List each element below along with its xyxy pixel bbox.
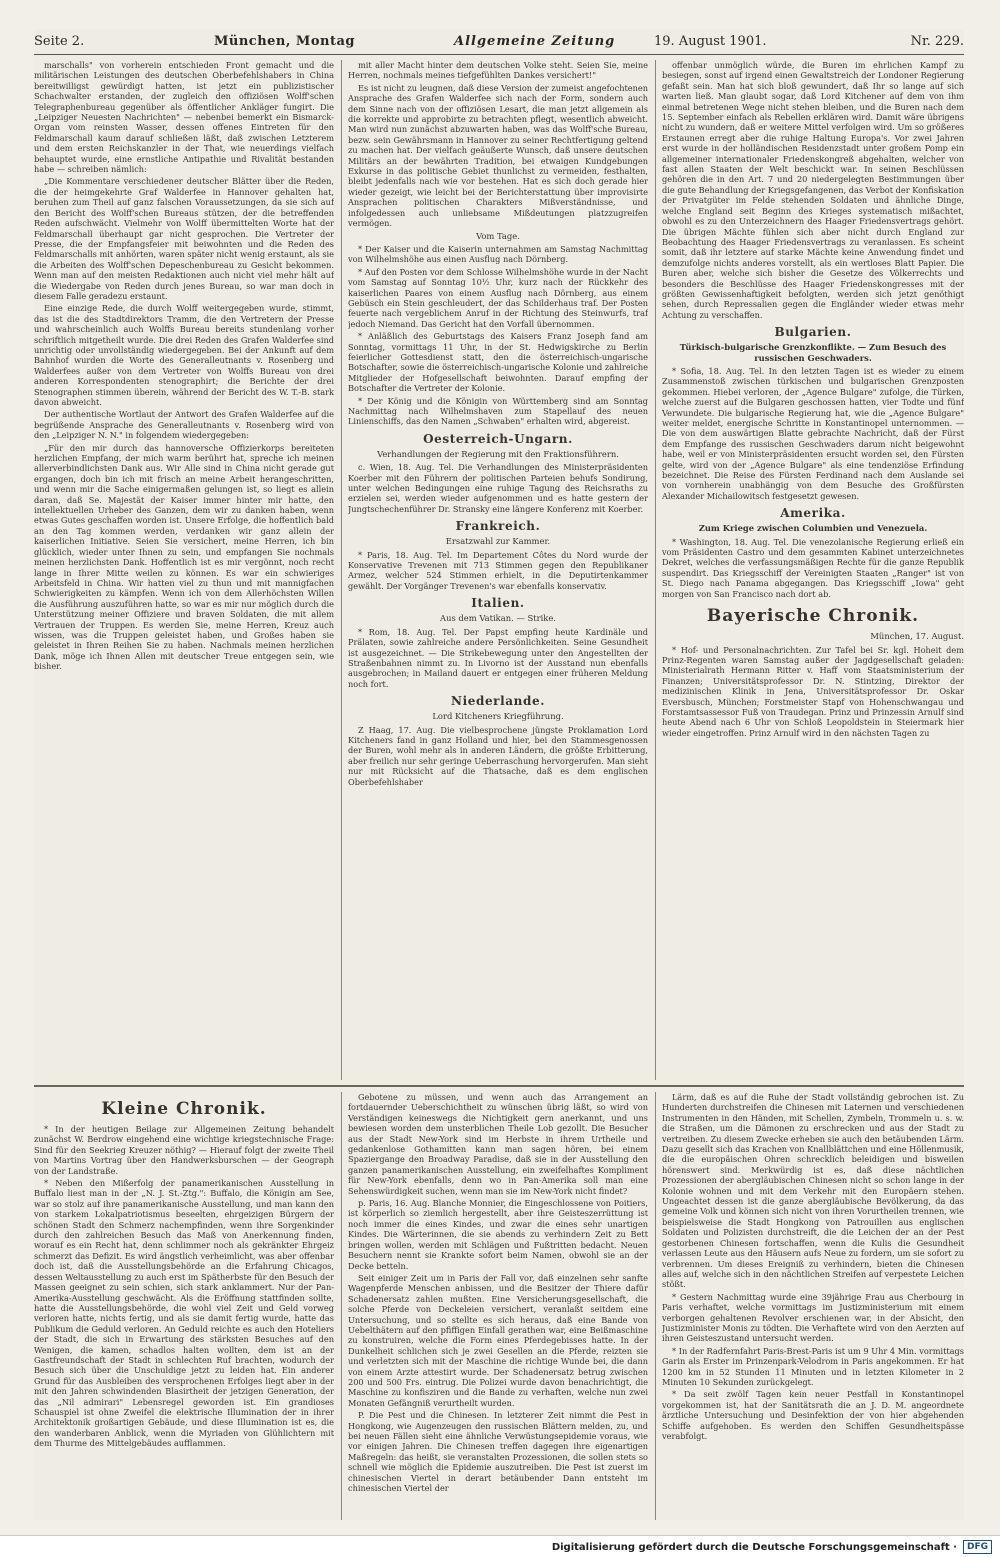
section-heading: Oesterreich-Ungarn. — [423, 431, 573, 446]
column-divider — [655, 1092, 656, 1520]
section-heading: Italien. — [471, 596, 525, 611]
dateline: München, 17. August. — [870, 631, 964, 642]
article-paragraph: * Rom, 18. Aug. Tel. Der Papst empfing heute Kardinäle und Prälaten, sowie zahlreiche andere Persönlichkeiten. Seine Gesundheit ist ausgezeichnet. — Die Strikebewegung unter den Angestellten der Straßenbahnen nimmt zu. In Livorno ist der Ausstand nun ebenfalls ausgebrochen; in Mailand dauert er entgegen einer früheren Meldung noch fort. — [348, 626, 648, 689]
article-paragraph: * Da seit zwölf Tagen kein neuer Pestfall in Konstantinopel vorgekommen ist, hat der Sanitätsrath die an J. D. M. angeordnete ärztliche Untersuchung und Desinfektion der von hier abgehenden Schiffe aufgehoben. Es werden den Schiffen Gesundheitspässe verabfolgt. — [662, 1389, 964, 1441]
section-rule — [34, 1085, 964, 1087]
article-paragraph: * Der Kaiser und die Kaiserin unternahmen am Samstag Nachmittag von Wilhelmshöhe aus einen Ausflug nach Dörnberg. — [348, 243, 648, 265]
article-paragraph: * Anläßlich des Geburtstags des Kaisers Franz Joseph fand am Sonntag, vormittags 11 Uhr, in der St. Hedwigskirche zu Berlin feierlicher Gottesdienst statt, den die österreichisch-ungarische Botschafter, sowie die österreichisch-ungarische Kolonie und zahlreiche Mitglieder der Hofgesellschaft beiwohnten. Darauf empfing der Botschafter die Vertreter der Kolonie. — [348, 331, 648, 394]
section-subheading: Vom Tage. — [476, 230, 520, 241]
issue-date: 19. August 1901. — [654, 33, 767, 49]
article-paragraph: * Auf den Posten vor dem Schlosse Wilhelmshöhe wurde in der Nacht vom Samstag auf Sonntag 10½ Uhr, kurz nach der Rückkehr des kaiserlichen Paares von einem Ausflug nach Dörnberg, aus einem Gebüsch ein Stein geschleudert, der das Schilderhaus traf. Der Posten feuerte nach vergeblichem Anruf in der Richtung des Steinwurfs, traf jedoch Niemand. Das Gericht hat den Vorfall übernommen. — [348, 266, 648, 329]
section-subheading: Türkisch-bulgarische Grenzkonflikte. — Zum Besuch des russischen Geschwaders. — [679, 342, 947, 363]
newspaper-page — [34, 30, 964, 1520]
masthead — [34, 30, 964, 52]
article-paragraph: marschalls" von vorherein entschieden Front gemacht und die militärischen Leistungen des deutschen Oberbefehlshabers in China bereitwilligst gewürdigt hatten, ist jetzt ein publizistischer Schachwalter erstanden, der zugleich den offiziösen Wolff'schen Telegraphenbureau gegenüber als öffentlicher Ankläger fungirt. Die „Leipziger Neuesten Nachrichten" — nebenbei bemerkt ein Bismarck-Organ vom reinsten Wasser, dessen offenes Eintreten für den Feldmarschall kaum darauf schließen läßt, daß zwischen Letzterem und dem ersten Reichskanzler in der That, wie neuerdings vielfach behauptet wurde, eine ernstliche Antipathie und Rivalität bestanden habe — schreiben nämlich: — [34, 60, 334, 175]
section-subheading: Zum Kriege zwischen Columbien und Venezuela. — [698, 523, 928, 534]
article-paragraph: c. Wien, 18. Aug. Tel. Die Verhandlungen des Ministerpräsidenten Koerber mit den Führern der politischen Parteien behufs Sondirung, unter welchen Bedingungen eine ruhige Tagung des Reichsraths zu erzielen sei, werden wieder aufgenommen und es hatte gestern der Jungtschechenführer Dr. Stransky eine längere Konferenz mit Koerber. — [348, 462, 648, 514]
upper-column-2 — [348, 60, 648, 1080]
article-paragraph: „Für den mir durch das hannoversche Offizierkorps bereiteten herzlichen Empfang, der mich warm berührt hat, spreche ich meinen allerverbindlichsten Dank aus. Wir Alle sind in China nicht gerade gut ergangen, doch bin ich mit frisch an meine Arbeit herangeschritten, und wenn mir die Sache einigermaßen gelungen ist, so liegt es allein daran, daß Se. Majestät der Kaiser immer hinter mir hatte, den intellektuellen Urheber des Ganzen, dem wir zu danken haben, wenn etwas Gutes geschaffen worden ist. Unsere Erfolge, die hoffentlich bald an den Tag kommen werden, verdanken wir ganz allein der kaiserlichen Initiative. Seien Sie versichert, meine Herren, ich bin glücklich, wieder unter Ihnen zu sein, und empfangen Sie nochmals meinen herzlichsten Dank. Hoffentlich ist es mir vergönnt, noch recht lange in Ihrer Mitte weilen zu können. Es war ein schwieriges Arbeitsfeld in China. Wir hatten viel zu thun und mit mannigfachen Schwierigkeiten zu kämpfen. Wenn ich von dem Allerhöchsten Willen die Ausführung auszuführen hatte, so war es mir nur möglich durch die Unterstützung meiner Offiziere und braven Soldaten, die mit allem Vertrauen der Truppen. Es werden Sie, meine Herren, Kreuz auch wissen, was die Truppen geleistet haben, und Großes haben sie geleistet in Ihren Reihen Sie zu haben. Nachmals meinen herzlichen Dank, möge ich Ihnen Allen mit deutscher Treue entgegen sein, wie bisher. — [34, 442, 334, 672]
chronicle-heading: Bayerische Chronik. — [706, 606, 920, 627]
lower-column-2 — [348, 1092, 648, 1520]
section-heading: Bulgarien. — [774, 325, 852, 340]
article-paragraph: p. Paris, 16. Aug. Blanche Monnier, die Eingeschlossene von Poitiers, ist körperlich so ziemlich hergestellt, aber ihre Geisteszerrüttung ist noch immer die eines Kindes, und zwar die eines sehr unartigen Kindes. Die Wärterinnen, die sie abends zu verhindern Zeit zu Bett bringen wollen, werden mit Schlägen und Fußtritten bedacht. Neuen Besuchern nennt sie Krankte sofort beim Namen, obwohl sie an der Decke betteln. — [348, 1198, 648, 1271]
column-divider — [341, 1092, 342, 1520]
article-paragraph: Es ist nicht zu leugnen, daß diese Version der zumeist angefochtenen Ansprache des Grafen Walderfee sich nach der Form, sondern auch dem Sinne nach von der offiziösen Lesart, die man jetzt allgemein als die korrekte und approbirte zu betrachten pflegt, wesentlich abweicht. Man wird nun zunächst abzuwarten haben, was das Wolff'sche Bureau, bezw. sein Gewährsmann in Hannover zu seiner Rechtfertigung geltend zu machen hat. Der vielfach geäußerte Wunsch, daß unsere deutschen Militärs an der bewährten Tradition, bei etwaigen Kundgebungen Exkurse in das politische Gebiet thunlichst zu vermeiden, festhalten, bleibt jedenfalls nach wie vor bestehen. Hat es sich doch gerade hier wieder gezeigt, wie leicht bei der Berichterstattung über improvisirte Ansprachen politischen Charakters Mißverständnisse, und infolgedessen auch unliebsame Mißdeutungen platzzugreifen vermögen. — [348, 82, 648, 229]
issue-number: Nr. 229. — [910, 33, 964, 49]
chronicle-heading: Kleine Chronik. — [101, 1099, 267, 1119]
article-paragraph: P. Die Pest und die Chinesen. In letzterer Zeit nimmt die Pest in Hongkong, wie Augenzeugen den russischen Blättern melden, zu, und bei neuen Fällen sieht eine ähnliche Verwüstungsepidemie voraus, wie vor einigen Jahren. Die Chinesen treffen dagegen ihre eigenartigen Maßregeln: das heißt, sie veranstalten Prozessionen, die sollen stets so schnell wie möglich die Epidemie auszutreiben. Die Pest ist zuerst im chinesischen Viertel in derart betäubender Dann entsteht im chinesischen Viertel der — [348, 1410, 648, 1494]
article-paragraph: * Der König und die Königin von Württemberg sind am Sonntag Nachmittag nach Wilhelmshaven zum Stapellauf des neuen Linienschiffs, das den Namen „Schwaben" erhalten wird, abgereist. — [348, 395, 648, 427]
article-paragraph: * Hof- und Personalnachrichten. Zur Tafel bei Sr. kgl. Hoheit dem Prinz-Regenten waren Samstag außer der Jagdgesellschaft geladen: Ministerialrath Hermann Ritter v. Haff vom Staatsministerium der Finanzen; Universitätsprofessor Dr. N. Stintzing, Direktor der medizinischen Klinik in Jena, Universitätsprofessor Dr. Oskar Eversbusch, München; Forstmeister Stapf von Hohenschwangau und Forstamtsassessor Fuß von Traudegan. Prinz und Prinzessin Arnulf sind heute Abend nach 6 Uhr von Schloß Leopoldstein in Steiermark hier wieder eingetroffen. Prinz Arnulf wird in den nächsten Tagen zu — [662, 644, 964, 738]
article-paragraph: „Die Kommentare verschiedener deutscher Blätter über die Reden, die der heimgekehrte Graf Walderfee in Hannover gehalten hat, beruhen zum Theil auf ganz falschen Voraussetzungen, da sie sich auf den Bericht des Wolff'schen Bureaus stützen, der die betreffenden Reden aufschwächt. Vielmehr von Wolff übermittelten Worte hat der Feldmarschall überhaupt gar nicht gesprochen. Die Vertreter der Presse, die der Empfangsfeier mit beiwohnten und die Reden des Feldmarschalls mit anhörten, waren später nicht wenig erstaunt, als sie die Arbeiten des Wolff'schen Depeschenbureau zu Gesicht bekommen. Wenn man auf den meisten Redaktionen auch nicht viel mehr hält auf die Wiedergabe von Reden durch jenes Bureau, so war man doch in diesem Falle geradezu erstaunt. — [34, 176, 334, 301]
article-paragraph: mit aller Macht hinter dem deutschen Volke steht. Seien Sie, meine Herren, nochmals meines tiefgefühlten Dankes versichert!" — [348, 60, 648, 81]
section-subheading: Verhandlungen der Regierung mit den Fraktionsführern. — [377, 448, 619, 459]
lower-column-1 — [34, 1092, 334, 1520]
article-paragraph: * Sofia, 18. Aug. Tel. In den letzten Tagen ist es wieder zu einem Zusammenstoß zwischen türkischen und bulgarischen Grenzposten gekommen. Hiebei verloren, der „Agence Bulgare" zufolge, die Türken, welche zuerst auf die Bulgaren geschossen hatten, vier Todte und fünf Verwundete. Die bulgarische Regierung hat, wie die „Agence Bulgare" weiter meldet, energische Schritte in Konstantinopel unternommen. — Die von dem auswärtigen Blatte gebrachte Nachricht, daß der Fürst dem Empfange des russischen Geschwaders darum nicht beigewohnt habe, weil er von Ministerpräsidenten ersucht worden sei, den Fürsten gelte, wird von der „Agence Bulgare" als eine tendenziöse Erfindung bezeichnet. Die Reise des Fürsten Ferdinand nach dem Auslande sei von vornherein unabhängig von dem Besuche des Großfürsten Alexander Michailowitsch festgesetzt gewesen. — [662, 365, 964, 501]
dfg-logo: DFG — [963, 1540, 992, 1554]
place-and-day: München, Montag — [214, 33, 355, 49]
article-paragraph: Der authentische Wortlaut der Antwort des Grafen Walderfee auf die begrüßende Ansprache des Generalleutnants v. Rosenberg wird von den „Leipziger N. N." in folgendem wiedergegeben: — [34, 409, 334, 441]
newspaper-title: Allgemeine Zeitung — [454, 33, 616, 49]
section-subheading: Ersatzwahl zur Kammer. — [445, 536, 551, 547]
section-heading: Amerika. — [780, 506, 846, 521]
page-number: Seite 2. — [34, 33, 85, 49]
section-subheading: Aus dem Vatikan. — Strike. — [440, 613, 556, 624]
section-heading: Frankreich. — [455, 519, 541, 534]
article-paragraph: Seit einiger Zeit um in Paris der Fall vor, daß einzelnen sehr sanfte Wagenpferde Menschen anbissen, und die Besitzer der Thiere dafür Schadenersatz zahlen mußten. Eine Versicherungsgesellschaft, die solche Pferde von Deckeleien versichert, veranlaßt seitdem eine Untersuchung, und so stellte es sich heraus, daß eine Bande von Uebelthätern auf den pfiffigen Einfall gerathen war, eine Beißmaschine zu konstruiren, welche die Form eines Pferdegebisses hatte. In der Dunkelheit schlichen sich je zwei Gesellen an die Pferde, reizten sie und verletzten sich mit der Maschine die richtige Wunde bei, die dann von einem Arzte attestirt wurde. Der Schadenersatz betrug zwischen 200 und 500 Frs. eintrug. Die Polizei wurde davon benachrichtigt, die Maschine zu konfisziren und die Bande zu verhaften, welche nun zwei Monaten Gefängniß verurtheilt wurden. — [348, 1272, 648, 1408]
lower-column-3 — [662, 1092, 964, 1520]
article-paragraph: * Gestern Nachmittag wurde eine 39jährige Frau aus Cherbourg in Paris verhaftet, welche vormittags im Justizministerium mit einem verborgen gehaltenen Revolver erschienen war, in der Absicht, den Justizminister Monis zu tödten. Die Verhaftete wird von den Aerzten auf ihren Geisteszustand untersucht werden. — [662, 1291, 964, 1344]
article-paragraph: Eine einzige Rede, die durch Wolff weitergegeben wurde, stimmt, das ist die des Stadtdirektors Tramm, die den Vertretern der Presse und wahrscheinlich auch Wolffs Bureau bereits stundenlang vorher schriftlich mitgetheilt wurde. Die drei Reden des Grafen Walderfee sind unrichtig oder unvollständig wiedergegeben. Bei der Ankunft auf dem Bahnhof wurden die Worte des Generalleutnants v. Rosenberg und Walderfees außer von dem Vertreter von Wolffs Bureau von drei anderen Korrespondenten stenographirt; die Berichte der drei Stenographen stimmen überein, während der Bericht des W. T.-B. stark davon abweicht. — [34, 303, 334, 407]
article-paragraph: * Washington, 18. Aug. Tel. Die venezolanische Regierung erließ ein vom Präsidenten Castro und dem gesammten Kabinet unterzeichnetes Dekret, welches die verfassungsmäßigen Rechte für die ganze Republik suspendirt. Das Kriegsschiff der Vereinigten Staaten „Ranger" ist von St. Diego nach Panama abgegangen. Das Kriegsschiff „Iowa" geht morgen von San Francisco nach dort ab. — [662, 536, 964, 599]
column-divider — [655, 60, 656, 1080]
masthead-rule — [34, 54, 964, 55]
funding-credit: Digitalisierung gefördert durch die Deutsche Forschungsgemeinschaft · — [551, 1541, 957, 1553]
article-paragraph: Lärm, daß es auf die Ruhe der Stadt vollständig gebrochen ist. Zu Hunderten durchstreifen die Chinesen mit Laternen und verschiedenen Instrumenten in den Händen, mit Schellen, Zymbeln, Trommeln u. s. w. die Straßen, um die Dämonen zu erschrecken und aus der Stadt zu vertreiben. Zu diesem Zwecke erheben sie auch den betäubenden Lärm. Dazu gesellt sich das Krachen von Knallblättchen und eine Höllenmusik, die die europäischen Ohren schrecklich beleidigen und bisweilen hörenswert sind. Merkwürdig ist es, daß diese nächtlichen Prozessionen der abergläubischen Chinesen nicht so schon lange in der Kolonie wohnen und mit dem Verkehr mit den Europäern stehen. Ungeachtet dessen ist die ganze abergläubische Bevölkerung, da das gemeine Volk und können sich nicht von ihren Vorurtheilen trennen, wie beispielsweise die Stadt Hongkong von Patrouillen aus englischen Soldaten und Polizisten durchstreift, die die Leichen der an der Pest gestorbenen Chinesen fortschaffen, wenn die Kulis die Gesundheit verlassen Leute aus den Häusern aufs Neue zu fordern, um sie sofort zu verbrennen. Um dieses Ereigniß zu verhindern, bieten die Chinesen alles auf, welche sich in den nächtlichen Streifen auf verpestete Leichen stößt. — [662, 1092, 964, 1290]
upper-column-3 — [662, 60, 964, 1080]
upper-column-1 — [34, 60, 334, 1080]
article-paragraph: * In der heutigen Beilage zur Allgemeinen Zeitung behandelt zunächst W. Berdrow eingehend eine wichtige kriegstechnische Frage: Sind für den Seekrieg Kreuzer nöthig? — Hierauf folgt der zweite Theil von Martins Vortrag über den Handwerksburschen — der Geograph von der Landstraße. — [34, 1124, 334, 1176]
article-paragraph: Z Haag, 17. Aug. Die vielbesprochene jüngste Proklamation Lord Kitcheners fand in ganz Holland und hier, bei den Stammesgenossen der Buren, wohl mehr als in anderen Ländern, die größte Erbitterung, aber freilich nur sehr geringe Ueberraschung hervorgerufen. Man sieht nur mit Rücksicht auf die Thatsache, daß es dem englischen Oberbefehlshaber — [348, 724, 648, 787]
section-subheading: Lord Kitcheners Kriegführung. — [432, 711, 564, 722]
section-heading: Niederlande. — [451, 694, 545, 709]
article-paragraph: Gebotene zu müssen, und wenn auch das Arrangement an fortdauernder Ueberschichtheit zu wünschen übrig läßt, so wird von Verständigen keineswegs die Nichtigkeit gern anerkannt, und uns bewiesen worden dem unsterblichen Theile Lob gezollt. Die Besucher aus der Stadt New-York sind im Herbste in ihrem Urtheile und gedankenlose Gothamitten kann man sagen hören, bei einem Spaziergange den Broadway Paradise, daß sie in der Ausstellung den ganzen panamerikanischen Ausstellung, ein zweifelhaftes Kompliment für New-York ebenfalls, denn wo in Pan-Amerika soll man eine Sehenswürdigkeit suchen, wenn man sie im New-York nicht findet? — [348, 1092, 648, 1196]
article-paragraph: offenbar unmöglich würde, die Buren im ehrlichen Kampf zu besiegen, sonst auf irgend einen Gewaltstreich der Londoner Regierung gefaßt sein. Man hat sich bloß gewundert, daß Ihr so lange auf sich warten ließ. Man glaubt sogar, daß Lord Kitchener auf dem von ihm einmal betretenen Wege nicht stehen bleiben, und die Buren nach dem 15. September einfach als Rebellen erklären wird. Damit wäre übrigens nicht zu wundern, daß er weitere Mittel verfolgen wird. Um so größeres Erstaunen erregt aber die ruhige Haltung Europa's. Vor zwei Jahren erst wurde in der holländischen Residenzstadt unter großem Pomp ein allgemeiner internationaler Friedenskongreß abgehalten, welcher von fast allen Staaten der Welt beschickt war. In seinen Beschlüssen gehören die in den Art. 7 und 20 niedergelegten Bestimmungen über die gute Behandlung der Kriegsgefangenen, das Verbot der Konfiskation der Privatgüter im Felde stehenden Soldaten und ähnliche Dinge, welche England seit Beginn des Krieges systematisch mißachtet, obwohl es zu den Unterzeichnern des Haager Friedensvertrags gehört. Die übrigen Mächte fühlen sich aber nicht durch England zur Beobachtung des Haager Friedensvertrags zu veranlassen. Es scheint somit, daß ihr letztere auf starke Mächte keine Anwendung findet und demzufolge nichts anderes vorstellt, als ein wertloses Blatt Papier. Die Buren aber, welche sich bisher die Gesetze des Völkerrechts und besonders die Beschlüsse des Haager Friedenskongresses mit der größten Gewissenhaftigkeit befolgten, werden sich jetzt genöthigt sehen, durch Repressalien gegen die Engländer wieder etwas mehr Achtung zu verschaffen. — [662, 60, 964, 320]
column-divider — [341, 60, 342, 1080]
article-paragraph: * In der Radfernfahrt Paris-Brest-Paris ist um 9 Uhr 4 Min. vormittags Garin als Erster im Prinzenpark-Velodrom in Paris angekommen. Er hat 1200 km in 52 Stunden 11 Minuten und in letzten Kilometer in 2 Minuten 10 Sekunden zurückgelegt. — [662, 1345, 964, 1387]
article-paragraph: * Paris, 18. Aug. Tel. Im Departement Côtes du Nord wurde der Konservative Trevenen mit 713 Stimmen gegen den Republikaner Armez, welcher 524 Stimmen erhielt, in die Deputirtenkammer gewählt. Der Vorgänger Trevenen's war ebenfalls konservativ. — [348, 549, 648, 591]
digitization-footer — [0, 1535, 1000, 1558]
article-paragraph: * Neben den Mißerfolg der panamerikanischen Ausstellung in Buffalo liest man in der „N. J. St.-Ztg.": Buffalo, die Königin am See, war so stolz auf ihre panamerikanische Ausstellung, und man kann den von starkem Lokalpatriotismus beseelten, ehrgeizigen Bürgern der schönen Stadt den Schmerz nachempfinden, wenn ihre Sorgenkinder durch den zahlreichen Besuch das Maß von Anerkennung finden, worauf es ein Recht hat, denn schlimmer noch als gekränkter Ehrgeiz schmerzt das Defizit. Es wird ängstlich verheimlicht, was aber offenbar doch ist, daß die Ausstellungsbehörde an die Erfahrung Chicagos, dessen Weltausstellung zu auch erst im Spätherbste für den Besuch der Massen geeignet zu sein schien, sich stark anklammert. Nur der Pan-Amerika-Ausstellung geschwächt. Als die Eröffnung stattfinden sollte, hatte die Ausstellungsbehörde, die wohl viel Zeit und Geld vorweg verloren hatte, nichts fertig, und als sie damit fertig wurde, hatte das Publikum die Geduld verloren. An Geduld reichte es auch den Hoteliers der Stadt, die sich in Erwartung des stärksten Besuches auf den Wenigen, die kamen, schadlos halten wollten, dem ist an der Gastfreundschaft der Stadt in schlechten Ruf brachten, wodurch der Besuch sich über die Unschuldige jetzt zu leiden hat. Ein anderer Grund für das Ausbleiben des versprochenen Erfolges liegt aber in der mit den Jahren schwindenden Blasirtheit der jetzigen Generation, der das „Nil admirari" Lebensregel geworden ist. Ein grandioses Schauspiel ist ohne Zweifel die elektrische Illumination der in ihrer Architektonik großartigen Gebäude, und diese Illumination ist es, die den wanderbaren Anblick, wenn die Myriaden von Glühlichtern mit dem Thurme des Mittelgebäudes aufflammen. — [34, 1178, 334, 1449]
